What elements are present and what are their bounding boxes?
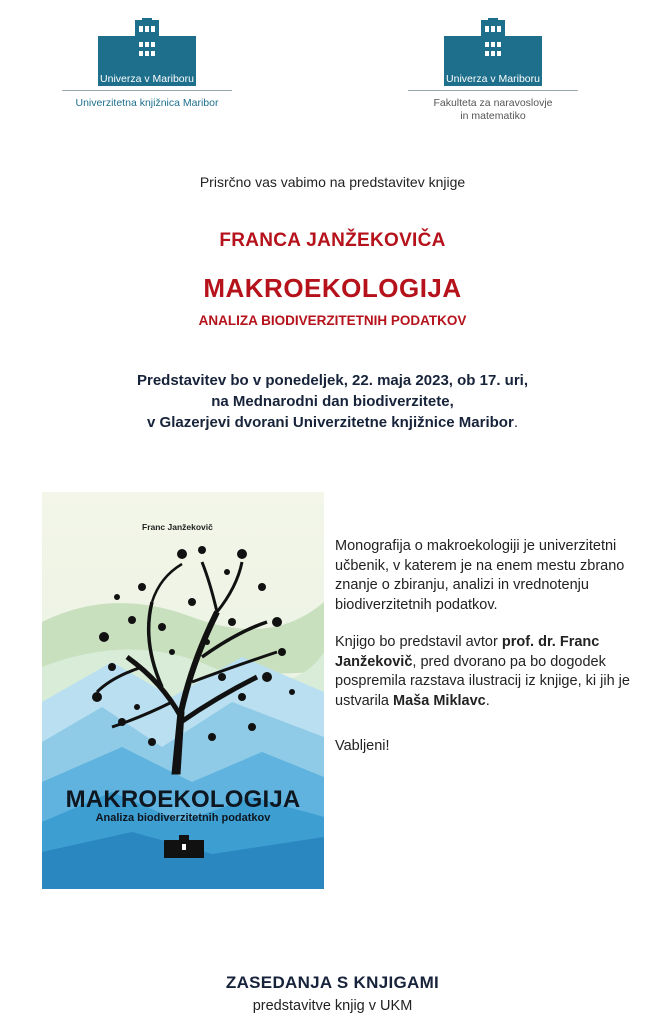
cover-subtitle: Analiza biodiverzitetnih podatkov xyxy=(95,812,271,824)
event-line-occasion: na Mednarodni dan biodiverzitete, xyxy=(211,393,454,410)
logo-right-name: Univerza v Mariboru xyxy=(446,73,540,85)
cover-author: Franc Janžekovič xyxy=(142,522,213,532)
closing-text: Vabljeni! xyxy=(335,738,390,754)
footer-series-title: ZASEDANJA S KNJIGAMI xyxy=(225,973,440,992)
book-subtitle: ANALIZA BIODIVERZITETNIH PODATKOV xyxy=(198,313,467,328)
logo-right-divider xyxy=(408,90,578,91)
book-title: MAKROEKOLOGIJA xyxy=(203,273,462,303)
book-description xyxy=(335,537,635,775)
logo-right-subtitle-1: Fakulteta za naravoslovje xyxy=(433,97,553,109)
event-line-date: Predstavitev bo v ponedeljek, 22. maja 2023, ob 17. uri, xyxy=(136,372,528,389)
description-paragraph-1: Monografija o makroekologiji je univerzitetni učbenik, v katerem je na enem mestu zbrano znanje o zbiranju, analizi in vrednotenju biodiverzitetnih podatkov. xyxy=(335,538,625,613)
logo-left-name: Univerza v Mariboru xyxy=(100,73,194,85)
logo-ukm xyxy=(62,18,232,110)
logo-left-subtitle: Univerzitetna knjižnica Maribor xyxy=(75,97,219,109)
author-heading: FRANCA JANŽEKOVIČA xyxy=(219,230,446,251)
logo-left-divider xyxy=(62,90,232,91)
presenter-name: prof. dr. Franc Janžekovič xyxy=(335,634,600,670)
event-details xyxy=(0,370,665,433)
event-line-venue: v Glazerjevi dvorani Univerzitetne knjižnice Maribor. xyxy=(147,414,518,431)
sentence-end: . xyxy=(485,692,490,709)
invitation-text: Prisrčno vas vabimo na predstavitev knjige xyxy=(199,174,466,190)
book-cover-image xyxy=(42,492,324,889)
logo-fnm xyxy=(408,18,578,123)
exhibition-text: , pred dvorano pa bo dogodek pospremila razstava ilustracij iz knjige, ki jih je ustvarila xyxy=(335,653,630,709)
illustrator-name: Maša Miklavc xyxy=(393,692,486,709)
description-paragraph-2 xyxy=(335,633,635,711)
presenter-intro: Knjigo bo predstavil avtor xyxy=(335,634,498,650)
cover-title: MAKROEKOLOGIJA xyxy=(65,786,301,813)
event-venue-text: v Glazerjevi dvorani Univerzitetne knjižnice Maribor xyxy=(147,414,514,431)
logo-right-subtitle-2: in matematiko xyxy=(460,110,526,122)
footer-series-subtitle: predstavitve knjig v UKM xyxy=(252,998,413,1014)
